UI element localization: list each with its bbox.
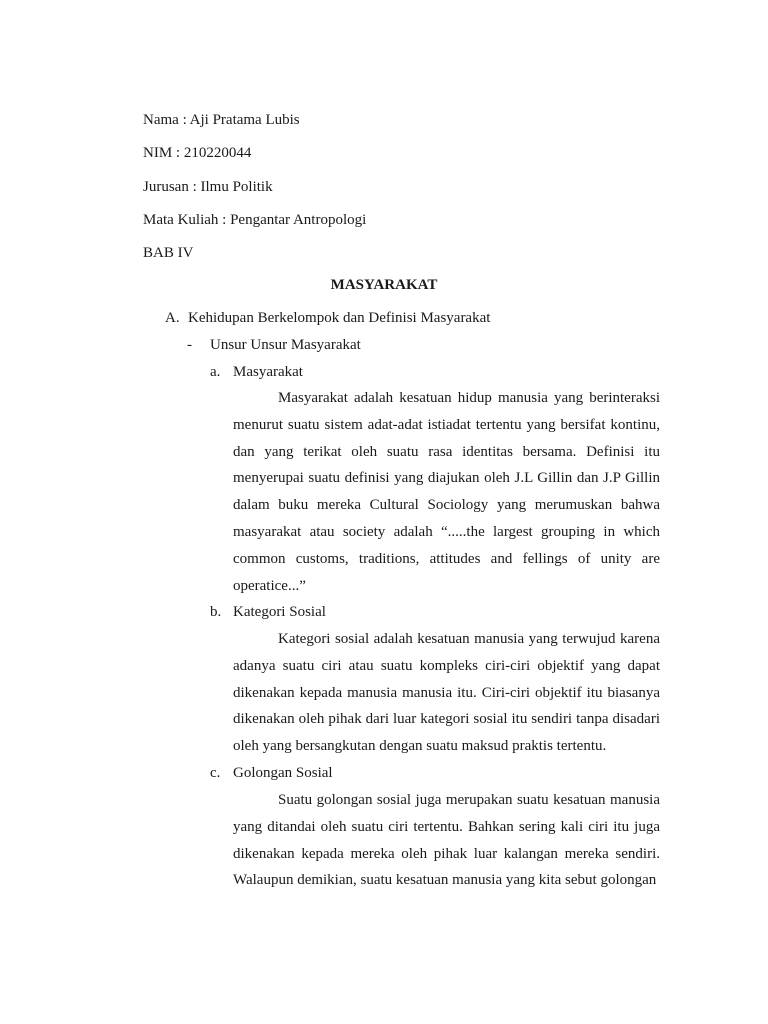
list-item-heading — [210, 362, 303, 382]
course-name: Mata Kuliah : Pengantar Antropologi — [143, 212, 367, 228]
student-major: Jurusan : Ilmu Politik — [143, 179, 273, 195]
section-label: Kehidupan Berkelompok dan Definisi Masyarakat — [188, 310, 491, 326]
section-heading — [165, 308, 490, 328]
document-title: MASYARAKAT — [330, 277, 438, 293]
chapter-label: BAB IV — [143, 245, 194, 261]
list-item-heading — [210, 602, 326, 622]
list-item-paragraph: Masyarakat adalah kesatuan hidup manusia yang berinteraksi menurut suatu sistem adat-adat istiadat tertentu yang bersifat kontinu, dan yang terikat oleh suatu rasa identitas bersama. Definisi itu menyerupai suatu definisi yang diajukan oleh J.L Gillin dan J.P Gillin dalam buku mereka Cultural Sociology yang merumuskan bahwa masyarakat atau society adalah “.....the largest grouping in which common customs, traditions, attitudes and fellings of unity are operatice...” — [233, 390, 660, 594]
list-item-label: Masyarakat — [233, 364, 303, 380]
student-nim: NIM : 210220044 — [143, 145, 252, 161]
subsection-label: Unsur Unsur Masyarakat — [210, 337, 361, 353]
list-item-marker: c. — [210, 765, 221, 781]
list-item-heading — [210, 763, 333, 783]
list-item-paragraph: Suatu golongan sosial juga merupakan suatu kesatuan manusia yang ditandai oleh suatu ciri tertentu. Bahkan sering kali ciri itu juga dikenakan kepada mereka oleh pihak luar kalangan mereka sendiri. Walaupun demikian, suatu kesatuan manusia yang kita sebut golongan — [233, 792, 660, 889]
section-marker: A. — [165, 310, 180, 326]
list-item-label: Kategori Sosial — [233, 604, 326, 620]
subsection-marker: - — [187, 337, 192, 353]
list-item-marker: a. — [210, 364, 221, 380]
list-item-paragraph: Kategori sosial adalah kesatuan manusia yang terwujud karena adanya suatu ciri atau suatu kompleks ciri-ciri objektif yang dapat dikenakan kepada manusia manusia itu. Ciri-ciri objektif itu biasanya dikenakan oleh pihak dari luar kategori sosial itu sendiri tanpa disadari oleh yang bersangkutan dengan suatu maksud praktis tertentu. — [233, 631, 660, 755]
student-name: Nama : Aji Pratama Lubis — [143, 112, 300, 128]
list-item-marker: b. — [210, 604, 222, 620]
list-item-label: Golongan Sosial — [233, 765, 333, 781]
subsection-heading — [187, 335, 361, 355]
